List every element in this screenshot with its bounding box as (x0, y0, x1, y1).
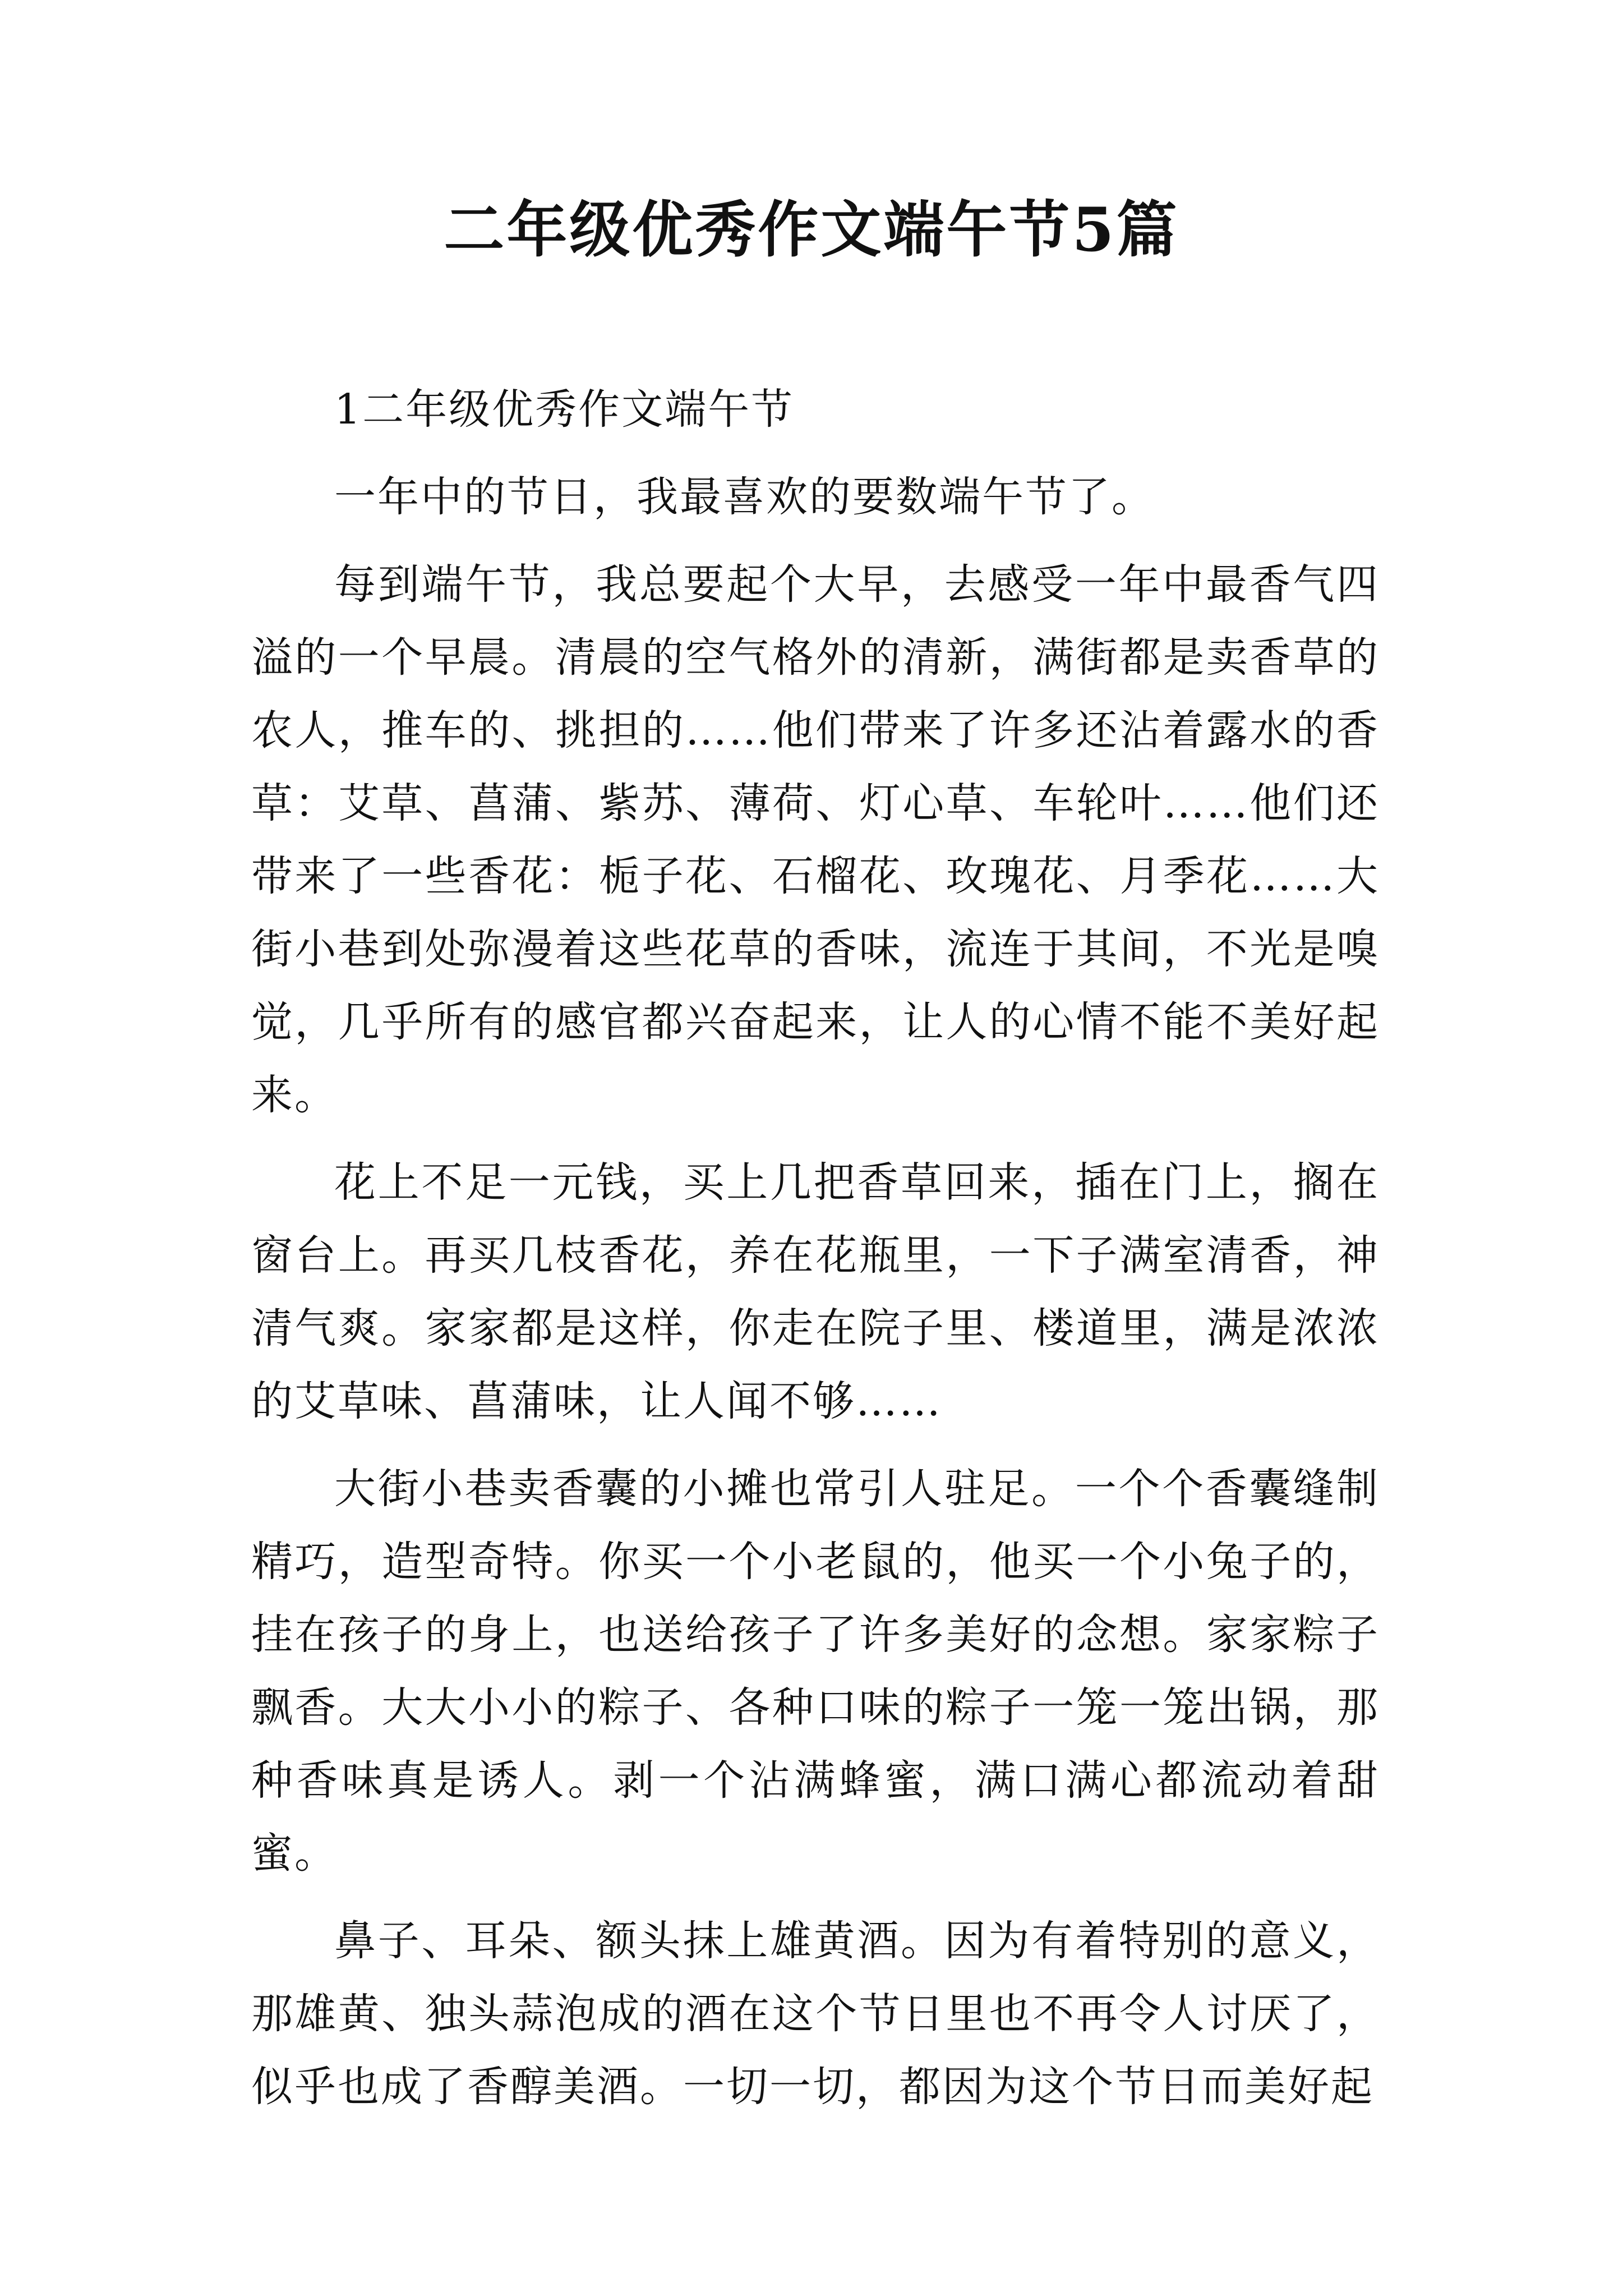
paragraph: 大街小巷卖香囊的小摊也常引人驻足。一个个香囊缝制精巧，造型奇特。你买一个小老鼠的，他买一个小兔子的，挂在孩子的身上，也送给孩子了许多美好的念想。家家粽子飘香。大大小小的粽子、各种口味的粽子一笼一笼出锅，那种香味真是诱人。剥一个沾满蜂蜜，满口满心都流动着甜蜜。 (251, 1465, 1380, 1878)
paragraph: 鼻子、耳朵、额头抹上雄黄酒。因为有着特别的意义，那雄黄、独头蒜泡成的酒在这个节日里也不再令人讨厌了，似乎也成了香醇美酒。一切一切，都因为这个节日而美好起 (251, 1917, 1380, 2111)
document-body (251, 373, 1380, 2138)
section-heading: 1二年级优秀作文端午节 (334, 385, 795, 434)
paragraph: 花上不足一元钱，买上几把香草回来，插在门上，搁在窗台上。再买几枝香花，养在花瓶里，一下子满室清香，神清气爽。家家都是这样，你走在院子里、楼道里，满是浓浓的艾草味、菖蒲味，让人闻不够…… (251, 1158, 1380, 1425)
paragraph: 一年中的节日，我最喜欢的要数端午节了。 (334, 473, 1155, 521)
document-title: 二年级优秀作文端午节5篇 (444, 195, 1179, 265)
paragraph: 每到端午节，我总要起个大早，去感受一年中最香气四溢的一个早晨。清晨的空气格外的清新，满街都是卖香草的农人，推车的、挑担的……他们带来了许多还沾着露水的香草：艾草、菖蒲、紫苏、薄荷、灯心草、车轮叶……他们还带来了一些香花：栀子花、石榴花、玫瑰花、月季花……大街小巷到处弥漫着这些花草的香味，流连于其间，不光是嗅觉，几乎所有的感官都兴奋起来，让人的心情不能不美好起来。 (251, 560, 1380, 1119)
